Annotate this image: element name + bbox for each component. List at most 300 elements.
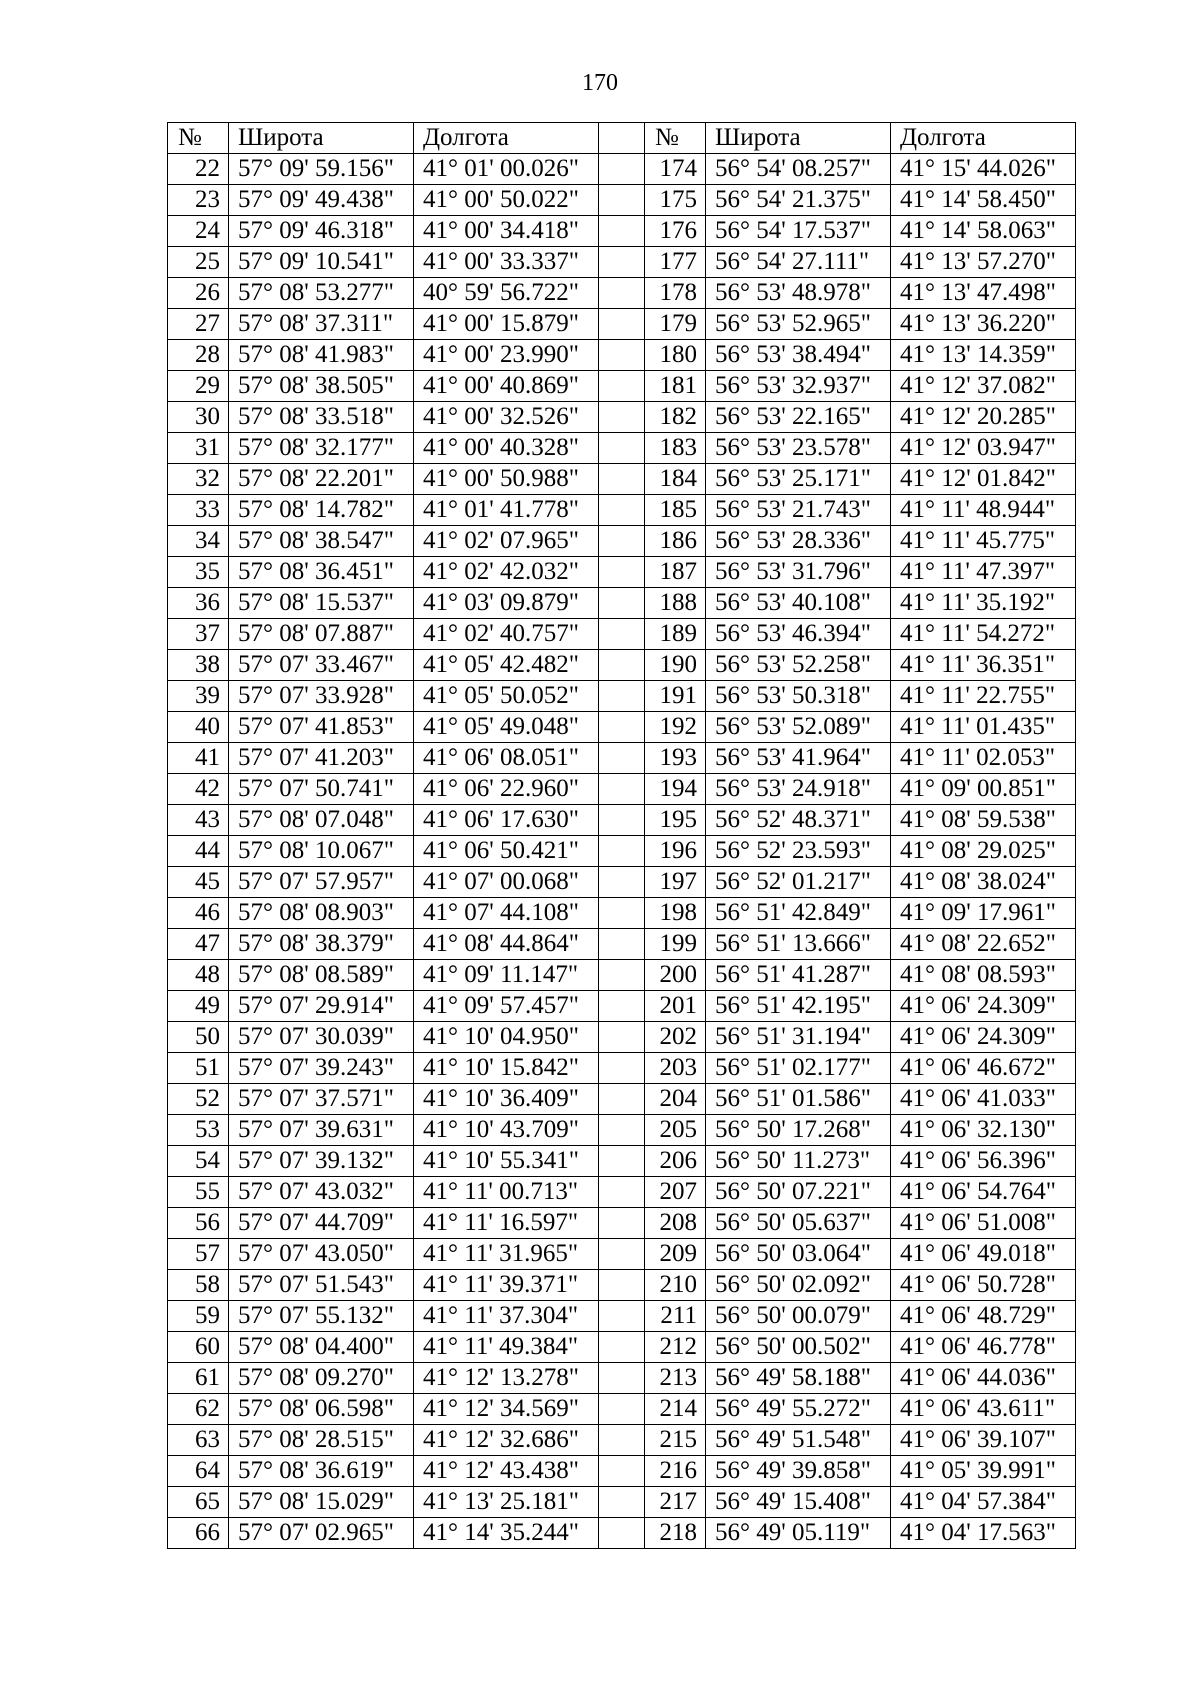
row-gap <box>599 1363 645 1394</box>
point-number-left: 59 <box>168 1301 229 1332</box>
point-number-right: 183 <box>645 433 706 464</box>
point-number-right: 205 <box>645 1115 706 1146</box>
latitude-right: 56° 51' 13.666" <box>706 929 891 960</box>
point-number-left: 62 <box>168 1394 229 1425</box>
latitude-left: 57° 07' 41.853" <box>229 712 414 743</box>
row-gap <box>599 867 645 898</box>
point-number-left: 46 <box>168 898 229 929</box>
row-gap <box>599 1425 645 1456</box>
longitude-right: 41° 04' 57.384" <box>891 1487 1076 1518</box>
longitude-left: 41° 01' 00.026" <box>414 154 599 185</box>
longitude-right: 41° 08' 59.538" <box>891 805 1076 836</box>
point-number-left: 34 <box>168 526 229 557</box>
latitude-right: 56° 49' 55.272" <box>706 1394 891 1425</box>
longitude-right: 41° 11' 54.272" <box>891 619 1076 650</box>
longitude-right: 41° 12' 37.082" <box>891 371 1076 402</box>
longitude-left: 41° 06' 22.960" <box>414 774 599 805</box>
longitude-right: 41° 06' 50.728" <box>891 1270 1076 1301</box>
longitude-left: 41° 10' 04.950" <box>414 1022 599 1053</box>
table-row <box>168 836 1076 867</box>
table-row <box>168 1146 1076 1177</box>
longitude-left: 41° 00' 34.418" <box>414 216 599 247</box>
table-row <box>168 185 1076 216</box>
table-row <box>168 960 1076 991</box>
point-number-left: 65 <box>168 1487 229 1518</box>
longitude-left: 41° 00' 50.988" <box>414 464 599 495</box>
latitude-left: 57° 09' 46.318" <box>229 216 414 247</box>
longitude-right: 41° 11' 35.192" <box>891 588 1076 619</box>
table-row <box>168 402 1076 433</box>
latitude-right: 56° 50' 00.079" <box>706 1301 891 1332</box>
row-gap <box>599 1487 645 1518</box>
table-row <box>168 1456 1076 1487</box>
latitude-right: 56° 53' 52.258" <box>706 650 891 681</box>
latitude-left: 57° 08' 37.311" <box>229 309 414 340</box>
table-row <box>168 805 1076 836</box>
longitude-right: 41° 04' 17.563" <box>891 1518 1076 1549</box>
latitude-right: 56° 50' 03.064" <box>706 1239 891 1270</box>
row-gap <box>599 1270 645 1301</box>
table-row <box>168 1425 1076 1456</box>
point-number-right: 185 <box>645 495 706 526</box>
longitude-right: 41° 13' 57.270" <box>891 247 1076 278</box>
longitude-left: 41° 11' 39.371" <box>414 1270 599 1301</box>
latitude-right: 56° 53' 25.171" <box>706 464 891 495</box>
row-gap <box>599 1456 645 1487</box>
longitude-right: 41° 11' 36.351" <box>891 650 1076 681</box>
table-row <box>168 619 1076 650</box>
longitude-left: 41° 01' 41.778" <box>414 495 599 526</box>
longitude-right: 41° 06' 48.729" <box>891 1301 1076 1332</box>
point-number-left: 26 <box>168 278 229 309</box>
point-number-right: 201 <box>645 991 706 1022</box>
latitude-left: 57° 07' 44.709" <box>229 1208 414 1239</box>
table-row <box>168 433 1076 464</box>
longitude-right: 41° 11' 22.755" <box>891 681 1076 712</box>
table-row <box>168 1487 1076 1518</box>
longitude-left: 41° 00' 32.526" <box>414 402 599 433</box>
point-number-right: 209 <box>645 1239 706 1270</box>
row-gap <box>599 1053 645 1084</box>
latitude-right: 56° 54' 21.375" <box>706 185 891 216</box>
point-number-left: 22 <box>168 154 229 185</box>
latitude-left: 57° 08' 08.903" <box>229 898 414 929</box>
point-number-left: 29 <box>168 371 229 402</box>
row-gap <box>599 247 645 278</box>
latitude-right: 56° 53' 41.964" <box>706 743 891 774</box>
latitude-left: 57° 07' 43.050" <box>229 1239 414 1270</box>
row-gap <box>599 495 645 526</box>
latitude-left: 57° 09' 49.438" <box>229 185 414 216</box>
longitude-left: 41° 10' 15.842" <box>414 1053 599 1084</box>
longitude-left: 41° 03' 09.879" <box>414 588 599 619</box>
table-row <box>168 154 1076 185</box>
point-number-right: 190 <box>645 650 706 681</box>
longitude-right: 41° 05' 39.991" <box>891 1456 1076 1487</box>
table-row <box>168 1053 1076 1084</box>
point-number-left: 31 <box>168 433 229 464</box>
point-number-left: 61 <box>168 1363 229 1394</box>
latitude-right: 56° 49' 05.119" <box>706 1518 891 1549</box>
table-row <box>168 774 1076 805</box>
longitude-right: 41° 15' 44.026" <box>891 154 1076 185</box>
table-row <box>168 1177 1076 1208</box>
point-number-right: 191 <box>645 681 706 712</box>
longitude-right: 41° 06' 51.008" <box>891 1208 1076 1239</box>
row-gap <box>599 805 645 836</box>
longitude-right: 41° 06' 54.764" <box>891 1177 1076 1208</box>
row-gap <box>599 464 645 495</box>
longitude-right: 41° 08' 29.025" <box>891 836 1076 867</box>
latitude-right: 56° 53' 24.918" <box>706 774 891 805</box>
longitude-left: 41° 05' 49.048" <box>414 712 599 743</box>
longitude-left: 41° 05' 50.052" <box>414 681 599 712</box>
point-number-left: 47 <box>168 929 229 960</box>
point-number-left: 58 <box>168 1270 229 1301</box>
latitude-right: 56° 53' 28.336" <box>706 526 891 557</box>
row-gap <box>599 185 645 216</box>
latitude-right: 56° 53' 40.108" <box>706 588 891 619</box>
latitude-right: 56° 54' 17.537" <box>706 216 891 247</box>
latitude-left: 57° 07' 37.571" <box>229 1084 414 1115</box>
point-number-right: 176 <box>645 216 706 247</box>
point-number-left: 33 <box>168 495 229 526</box>
table-row <box>168 1301 1076 1332</box>
row-gap <box>599 154 645 185</box>
point-number-left: 57 <box>168 1239 229 1270</box>
point-number-right: 216 <box>645 1456 706 1487</box>
row-gap <box>599 650 645 681</box>
latitude-right: 56° 51' 41.287" <box>706 960 891 991</box>
point-number-left: 42 <box>168 774 229 805</box>
latitude-right: 56° 53' 50.318" <box>706 681 891 712</box>
row-gap <box>599 712 645 743</box>
point-number-left: 24 <box>168 216 229 247</box>
latitude-left: 57° 08' 32.177" <box>229 433 414 464</box>
longitude-right: 41° 08' 22.652" <box>891 929 1076 960</box>
latitude-right: 56° 52' 23.593" <box>706 836 891 867</box>
latitude-left: 57° 08' 14.782" <box>229 495 414 526</box>
table-row <box>168 991 1076 1022</box>
table-row <box>168 1518 1076 1549</box>
longitude-left: 41° 13' 25.181" <box>414 1487 599 1518</box>
longitude-left: 41° 05' 42.482" <box>414 650 599 681</box>
latitude-left: 57° 08' 08.589" <box>229 960 414 991</box>
latitude-left: 57° 07' 55.132" <box>229 1301 414 1332</box>
longitude-left: 41° 07' 44.108" <box>414 898 599 929</box>
latitude-right: 56° 51' 31.194" <box>706 1022 891 1053</box>
longitude-right: 41° 12' 03.947" <box>891 433 1076 464</box>
point-number-right: 196 <box>645 836 706 867</box>
table-row <box>168 526 1076 557</box>
table-row <box>168 898 1076 929</box>
longitude-right: 41° 08' 08.593" <box>891 960 1076 991</box>
point-number-left: 30 <box>168 402 229 433</box>
latitude-left: 57° 08' 38.379" <box>229 929 414 960</box>
table-row <box>168 1115 1076 1146</box>
longitude-right: 41° 14' 58.450" <box>891 185 1076 216</box>
header-latitude-left: Широта <box>229 123 414 154</box>
latitude-right: 56° 53' 46.394" <box>706 619 891 650</box>
longitude-left: 41° 11' 31.965" <box>414 1239 599 1270</box>
point-number-left: 36 <box>168 588 229 619</box>
table-row <box>168 1363 1076 1394</box>
longitude-right: 41° 11' 01.435" <box>891 712 1076 743</box>
row-gap <box>599 743 645 774</box>
point-number-right: 182 <box>645 402 706 433</box>
longitude-right: 41° 11' 02.053" <box>891 743 1076 774</box>
latitude-right: 56° 49' 58.188" <box>706 1363 891 1394</box>
latitude-left: 57° 07' 02.965" <box>229 1518 414 1549</box>
row-gap <box>599 309 645 340</box>
row-gap <box>599 960 645 991</box>
latitude-left: 57° 08' 38.547" <box>229 526 414 557</box>
latitude-right: 56° 50' 07.221" <box>706 1177 891 1208</box>
latitude-left: 57° 08' 36.451" <box>229 557 414 588</box>
point-number-right: 174 <box>645 154 706 185</box>
table-header-row <box>168 123 1076 154</box>
longitude-left: 41° 12' 13.278" <box>414 1363 599 1394</box>
table-row <box>168 247 1076 278</box>
latitude-right: 56° 51' 02.177" <box>706 1053 891 1084</box>
latitude-right: 56° 51' 01.586" <box>706 1084 891 1115</box>
latitude-left: 57° 08' 36.619" <box>229 1456 414 1487</box>
point-number-left: 55 <box>168 1177 229 1208</box>
latitude-right: 56° 53' 23.578" <box>706 433 891 464</box>
longitude-right: 41° 09' 17.961" <box>891 898 1076 929</box>
latitude-right: 56° 50' 11.273" <box>706 1146 891 1177</box>
longitude-right: 41° 06' 49.018" <box>891 1239 1076 1270</box>
latitude-left: 57° 07' 51.543" <box>229 1270 414 1301</box>
longitude-right: 41° 08' 38.024" <box>891 867 1076 898</box>
longitude-right: 41° 14' 58.063" <box>891 216 1076 247</box>
point-number-right: 213 <box>645 1363 706 1394</box>
latitude-right: 56° 49' 39.858" <box>706 1456 891 1487</box>
longitude-left: 41° 11' 00.713" <box>414 1177 599 1208</box>
longitude-left: 41° 00' 40.328" <box>414 433 599 464</box>
latitude-right: 56° 50' 02.092" <box>706 1270 891 1301</box>
latitude-right: 56° 53' 52.965" <box>706 309 891 340</box>
header-number-right: № <box>645 123 706 154</box>
row-gap <box>599 1239 645 1270</box>
longitude-left: 41° 00' 23.990" <box>414 340 599 371</box>
latitude-left: 57° 07' 41.203" <box>229 743 414 774</box>
latitude-left: 57° 07' 43.032" <box>229 1177 414 1208</box>
table-row <box>168 278 1076 309</box>
longitude-right: 41° 06' 24.309" <box>891 991 1076 1022</box>
latitude-left: 57° 07' 30.039" <box>229 1022 414 1053</box>
row-gap <box>599 1177 645 1208</box>
row-gap <box>599 929 645 960</box>
longitude-left: 41° 09' 11.147" <box>414 960 599 991</box>
table-row <box>168 1084 1076 1115</box>
latitude-left: 57° 09' 59.156" <box>229 154 414 185</box>
latitude-right: 56° 52' 01.217" <box>706 867 891 898</box>
latitude-left: 57° 07' 33.467" <box>229 650 414 681</box>
row-gap <box>599 836 645 867</box>
row-gap <box>599 1518 645 1549</box>
point-number-right: 179 <box>645 309 706 340</box>
row-gap <box>599 433 645 464</box>
point-number-right: 214 <box>645 1394 706 1425</box>
row-gap <box>599 1084 645 1115</box>
latitude-left: 57° 07' 39.132" <box>229 1146 414 1177</box>
point-number-right: 192 <box>645 712 706 743</box>
point-number-right: 203 <box>645 1053 706 1084</box>
point-number-right: 188 <box>645 588 706 619</box>
latitude-right: 56° 53' 38.494" <box>706 340 891 371</box>
latitude-left: 57° 09' 10.541" <box>229 247 414 278</box>
point-number-left: 32 <box>168 464 229 495</box>
longitude-right: 41° 06' 43.611" <box>891 1394 1076 1425</box>
point-number-right: 211 <box>645 1301 706 1332</box>
latitude-left: 57° 08' 38.505" <box>229 371 414 402</box>
longitude-right: 41° 06' 56.396" <box>891 1146 1076 1177</box>
latitude-left: 57° 07' 57.957" <box>229 867 414 898</box>
latitude-left: 57° 08' 10.067" <box>229 836 414 867</box>
point-number-right: 181 <box>645 371 706 402</box>
point-number-right: 212 <box>645 1332 706 1363</box>
longitude-right: 41° 06' 41.033" <box>891 1084 1076 1115</box>
row-gap <box>599 526 645 557</box>
latitude-right: 56° 49' 51.548" <box>706 1425 891 1456</box>
row-gap <box>599 619 645 650</box>
latitude-right: 56° 53' 32.937" <box>706 371 891 402</box>
point-number-right: 199 <box>645 929 706 960</box>
table-row <box>168 495 1076 526</box>
row-gap <box>599 371 645 402</box>
longitude-left: 41° 00' 33.337" <box>414 247 599 278</box>
longitude-left: 41° 06' 50.421" <box>414 836 599 867</box>
point-number-left: 56 <box>168 1208 229 1239</box>
longitude-left: 41° 02' 07.965" <box>414 526 599 557</box>
latitude-left: 57° 07' 33.928" <box>229 681 414 712</box>
table-row <box>168 340 1076 371</box>
row-gap <box>599 557 645 588</box>
longitude-left: 41° 06' 08.051" <box>414 743 599 774</box>
latitude-right: 56° 53' 48.978" <box>706 278 891 309</box>
longitude-left: 41° 12' 43.438" <box>414 1456 599 1487</box>
longitude-left: 41° 08' 44.864" <box>414 929 599 960</box>
latitude-right: 56° 51' 42.195" <box>706 991 891 1022</box>
point-number-left: 49 <box>168 991 229 1022</box>
point-number-right: 207 <box>645 1177 706 1208</box>
table-row <box>168 371 1076 402</box>
latitude-right: 56° 54' 27.111" <box>706 247 891 278</box>
table-row <box>168 309 1076 340</box>
point-number-right: 197 <box>645 867 706 898</box>
point-number-left: 64 <box>168 1456 229 1487</box>
latitude-right: 56° 50' 00.502" <box>706 1332 891 1363</box>
latitude-left: 57° 08' 09.270" <box>229 1363 414 1394</box>
point-number-right: 175 <box>645 185 706 216</box>
point-number-left: 51 <box>168 1053 229 1084</box>
row-gap <box>599 1146 645 1177</box>
point-number-right: 208 <box>645 1208 706 1239</box>
table-row <box>168 681 1076 712</box>
longitude-right: 41° 13' 14.359" <box>891 340 1076 371</box>
point-number-right: 206 <box>645 1146 706 1177</box>
point-number-right: 217 <box>645 1487 706 1518</box>
point-number-left: 37 <box>168 619 229 650</box>
row-gap <box>599 681 645 712</box>
row-gap <box>599 1394 645 1425</box>
longitude-left: 41° 12' 34.569" <box>414 1394 599 1425</box>
point-number-left: 54 <box>168 1146 229 1177</box>
point-number-left: 63 <box>168 1425 229 1456</box>
longitude-right: 41° 09' 00.851" <box>891 774 1076 805</box>
latitude-right: 56° 53' 52.089" <box>706 712 891 743</box>
longitude-left: 41° 02' 42.032" <box>414 557 599 588</box>
point-number-left: 23 <box>168 185 229 216</box>
point-number-right: 180 <box>645 340 706 371</box>
latitude-left: 57° 08' 28.515" <box>229 1425 414 1456</box>
row-gap <box>599 898 645 929</box>
latitude-left: 57° 08' 41.983" <box>229 340 414 371</box>
point-number-left: 66 <box>168 1518 229 1549</box>
latitude-left: 57° 07' 50.741" <box>229 774 414 805</box>
row-gap <box>599 1208 645 1239</box>
table-row <box>168 1394 1076 1425</box>
row-gap <box>599 216 645 247</box>
row-gap <box>599 1022 645 1053</box>
point-number-right: 202 <box>645 1022 706 1053</box>
point-number-right: 210 <box>645 1270 706 1301</box>
point-number-right: 193 <box>645 743 706 774</box>
longitude-right: 41° 06' 46.672" <box>891 1053 1076 1084</box>
table-row <box>168 929 1076 960</box>
latitude-left: 57° 08' 07.887" <box>229 619 414 650</box>
point-number-right: 187 <box>645 557 706 588</box>
row-gap <box>599 588 645 619</box>
longitude-left: 41° 06' 17.630" <box>414 805 599 836</box>
point-number-right: 189 <box>645 619 706 650</box>
point-number-right: 195 <box>645 805 706 836</box>
header-gap <box>599 123 645 154</box>
longitude-left: 41° 00' 40.869" <box>414 371 599 402</box>
point-number-left: 39 <box>168 681 229 712</box>
longitude-left: 41° 11' 16.597" <box>414 1208 599 1239</box>
header-latitude-right: Широта <box>706 123 891 154</box>
point-number-left: 43 <box>168 805 229 836</box>
latitude-left: 57° 07' 39.631" <box>229 1115 414 1146</box>
point-number-left: 25 <box>168 247 229 278</box>
point-number-left: 53 <box>168 1115 229 1146</box>
latitude-left: 57° 08' 53.277" <box>229 278 414 309</box>
table-row <box>168 1270 1076 1301</box>
longitude-right: 41° 12' 01.842" <box>891 464 1076 495</box>
row-gap <box>599 1332 645 1363</box>
point-number-right: 215 <box>645 1425 706 1456</box>
longitude-right: 41° 11' 45.775" <box>891 526 1076 557</box>
latitude-right: 56° 52' 48.371" <box>706 805 891 836</box>
header-number-left: № <box>168 123 229 154</box>
latitude-left: 57° 08' 06.598" <box>229 1394 414 1425</box>
point-number-right: 204 <box>645 1084 706 1115</box>
point-number-left: 50 <box>168 1022 229 1053</box>
table-body <box>168 154 1076 1549</box>
longitude-right: 41° 06' 39.107" <box>891 1425 1076 1456</box>
row-gap <box>599 340 645 371</box>
point-number-left: 41 <box>168 743 229 774</box>
point-number-left: 28 <box>168 340 229 371</box>
point-number-right: 186 <box>645 526 706 557</box>
longitude-left: 41° 00' 15.879" <box>414 309 599 340</box>
latitude-right: 56° 50' 17.268" <box>706 1115 891 1146</box>
table-row <box>168 557 1076 588</box>
longitude-right: 41° 13' 47.498" <box>891 278 1076 309</box>
table-row <box>168 464 1076 495</box>
